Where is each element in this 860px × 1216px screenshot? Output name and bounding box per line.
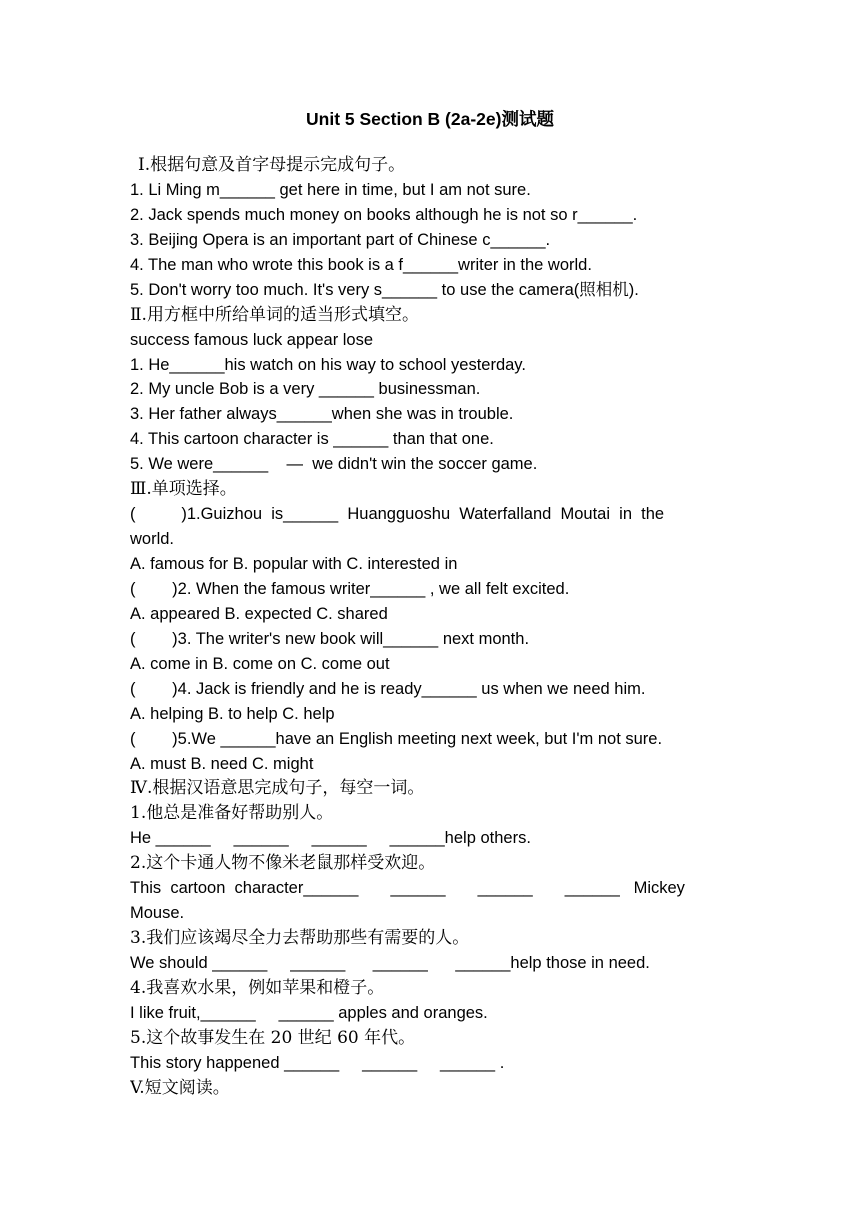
section-heading-5: V.短文阅读。 [130,1077,230,1098]
answer-options: A. helping B. to help C. help [130,704,335,723]
fill-line: Mouse. [130,904,185,923]
section-heading-2: Ⅱ.用方框中所给单词的适当形式填空。 [130,304,419,325]
exercise-line: 1. He______his watch on his way to school yesterday. [130,355,526,374]
question-line: ( )2. When the famous writer______ , we all felt excited. [130,579,570,598]
answer-options: A. appeared B. expected C. shared [130,604,388,623]
question-line: ( )3. The writer's new book will______ next month. [130,629,530,648]
chinese-prompt: 3.我们应该竭尽全力去帮助那些有需要的人。 [130,928,470,949]
word-box: success famous luck appear lose [130,330,374,349]
fill-line: This story happened ______ ______ ______ . [130,1053,505,1072]
chinese-prompt: 4.我喜欢水果，例如苹果和橙子。 [130,977,385,998]
section-heading-1: Ⅰ.根据句意及首字母提示完成句子。 [138,155,406,175]
question-line: ( )1.Guizhou is______ Huangguoshu Waterfalland Moutai in the [130,505,665,524]
fill-line: This cartoon character______ ______ ______ ______ Mickey [130,879,685,898]
fill-line: I like fruit,______ ______ apples and oranges. [130,1003,488,1022]
question-line: world. [130,530,175,549]
answer-options: A. come in B. come on C. come out [130,654,390,673]
exercise-line: 1. Li Ming m______ get here in time, but I am not sure. [130,180,531,199]
exercise-body [130,153,730,1101]
exercise-line: 3. Her father always______when she was in trouble. [130,405,514,424]
exercise-line: 3. Beijing Opera is an important part of Chinese c______. [130,230,551,249]
question-line: ( )5.We ______have an English meeting next week, but I'm not sure. [130,729,663,748]
answer-options: A. famous for B. popular with C. interested in [130,555,458,573]
exercise-line: 5. We were______ — we didn't win the soccer game. [130,455,538,474]
section-heading-4: Ⅳ.根据汉语意思完成句子，每空一词。 [130,778,425,799]
fill-line: He ______ ______ ______ ______help others. [130,829,531,848]
section-heading-3: Ⅲ.单项选择。 [130,479,237,500]
exercise-line: 2. My uncle Bob is a very ______ businessman. [130,380,481,399]
chinese-prompt: 2.这个卡通人物不像米老鼠那样受欢迎。 [130,853,436,874]
exercise-line: 5. Don't worry too much. It's very s______ to use the camera(照相机). [130,280,639,299]
chinese-prompt: 5.这个故事发生在 20 世纪 60 年代。 [130,1027,416,1048]
answer-options: A. must B. need C. might [130,754,314,773]
question-line: ( )4. Jack is friendly and he is ready______ us when we need him. [130,679,646,698]
chinese-prompt: 1.他总是准备好帮助别人。 [130,803,334,824]
page-title: Unit 5 Section B (2a-2e)测试题 [306,109,554,129]
fill-line: We should ______ ______ ______ ______help those in need. [130,954,650,972]
exercise-line: 4. This cartoon character is ______ than that one. [130,430,494,449]
exercise-line: 2. Jack spends much money on books although he is not so r______. [130,205,638,224]
exercise-line: 4. The man who wrote this book is a f______writer in the world. [130,255,592,274]
